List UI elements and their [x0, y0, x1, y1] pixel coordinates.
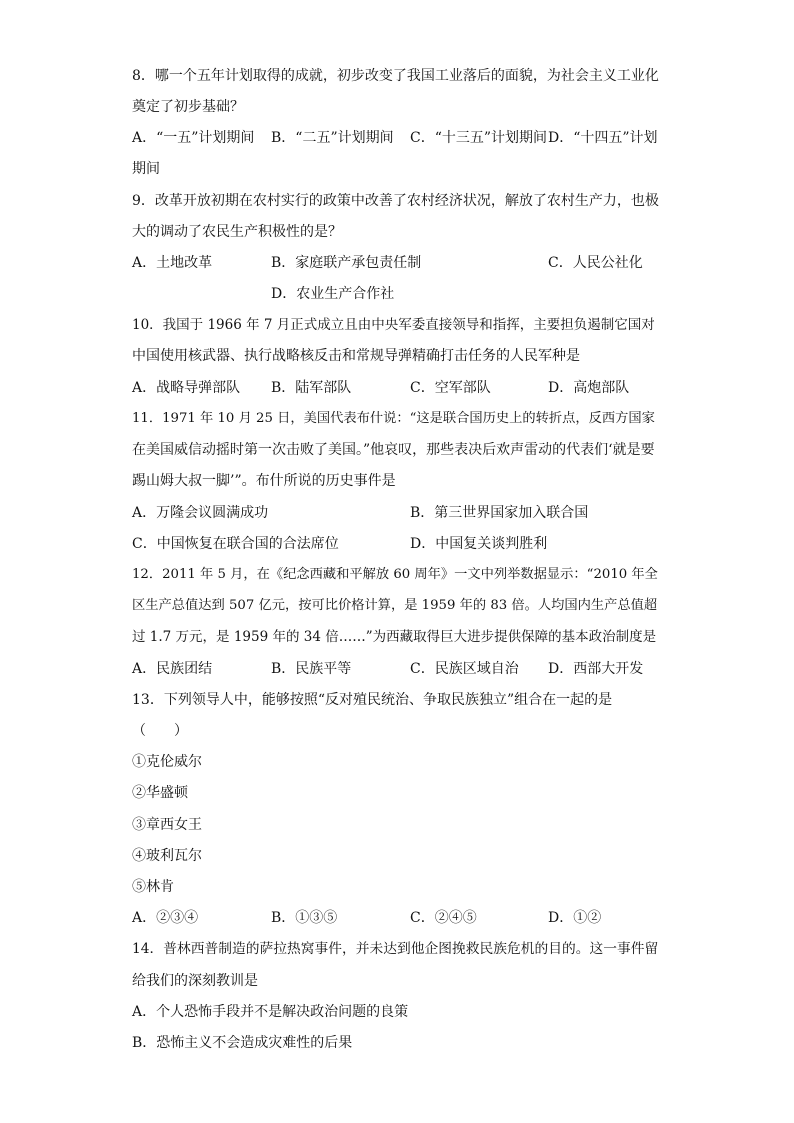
- q9-stem-line2: 大的调动了农民生产积极性的是？: [132, 224, 342, 240]
- q8-option-d: D．“十四五”计划: [548, 130, 658, 146]
- q8-option-d-wrap: 期间: [132, 161, 160, 177]
- q13-item-1: ①克伦威尔: [132, 754, 202, 770]
- q13-item-2: ②华盛顿: [132, 785, 188, 801]
- q10-stem-line2: 中国使用核武器、执行战略核反击和常规导弹精确打击任务的人民军种是: [132, 348, 580, 364]
- q14-option-b: B．恐怖主义不会造成灾难性的后果: [132, 1035, 353, 1051]
- q8-option-a: A．“一五”计划期间: [132, 130, 255, 146]
- q13-answer-blank: （ ）: [132, 723, 188, 739]
- q9-option-c: C．人民公社化: [548, 255, 643, 271]
- q12-option-c: C．民族区域自治: [410, 661, 519, 677]
- q9-option-b: B．家庭联产承包责任制: [271, 255, 422, 271]
- q8-stem-line2: 奠定了初步基础？: [132, 99, 244, 115]
- q13-stem-line1: 13．下列领导人中，能够按照“反对殖民统治、争取民族独立”组合在一起的是: [132, 692, 613, 708]
- q13-option-b: B．①③⑤: [271, 910, 338, 926]
- q13-item-3: ③章西女王: [132, 817, 202, 833]
- q11-option-b: B．第三世界国家加入联合国: [410, 505, 589, 521]
- q13-item-4: ④玻利瓦尔: [132, 848, 202, 864]
- q12-stem-line3: 过 1.7 万元，是 1959 年的 34 倍……”为西藏取得巨大进步提供保障的基本政治制度是: [132, 629, 657, 645]
- q13-option-c: C．②④⑤: [410, 910, 477, 926]
- q9-option-d: D．农业生产合作社: [271, 286, 395, 302]
- q10-option-c: C．空军部队: [410, 380, 491, 396]
- q14-option-a: A．个人恐怖手段并不是解决政治问题的良策: [132, 1004, 409, 1020]
- q9-stem-line1: 9．改革开放初期在农村实行的政策中改善了农村经济状况，解放了农村生产力，也极: [132, 193, 659, 209]
- q14-stem-line2: 给我们的深刻教训是: [132, 973, 258, 989]
- q8-stem-line1: 8．哪一个五年计划取得的成就，初步改变了我国工业落后的面貌，为社会主义工业化: [132, 68, 659, 84]
- q12-option-a: A．民族团结: [132, 661, 213, 677]
- q11-option-c: C．中国恢复在联合国的合法席位: [132, 536, 339, 552]
- q10-option-d: D．高炮部队: [548, 380, 630, 396]
- q13-item-5: ⑤林肯: [132, 879, 174, 895]
- q10-option-a: A．战略导弹部队: [132, 380, 241, 396]
- q11-option-d: D．中国复关谈判胜利: [410, 536, 548, 552]
- q11-stem-line1: 11．1971 年 10 月 25 日，美国代表布什说：“这是联合国历史上的转折点，反西方国家: [132, 411, 655, 426]
- q12-option-d: D．西部大开发: [548, 661, 644, 677]
- q14-stem-line1: 14．普林西普制造的萨拉热窝事件，并未达到他企图挽救民族危机的目的。这一事件留: [132, 941, 659, 957]
- q11-stem-line3: 踢山姆大叔一脚’”。布什所说的历史事件是: [132, 473, 396, 489]
- q11-stem-line2: 在美国威信动摇时第一次击败了美国。”他哀叹，那些表决后欢声雷动的代表们‘就是要: [132, 442, 655, 458]
- q10-option-b: B．陆军部队: [271, 380, 352, 396]
- q12-stem-line2: 区生产总值达到 507 亿元，按可比价格计算，是 1959 年的 83 倍。人均国内生产总值超: [132, 598, 658, 613]
- q9-option-a: A．土地改革: [132, 255, 213, 271]
- q8-option-b: B．“二五”计划期间: [271, 130, 394, 146]
- q13-option-a: A．②③④: [132, 910, 199, 926]
- q12-option-b: B．民族平等: [271, 661, 352, 677]
- q8-option-c: C．“十三五”计划期间: [410, 130, 548, 146]
- q12-stem-line1: 12．2011 年 5 月，在《纪念西藏和平解放 60 周年》一文中列举数据显示：“2010 年全: [132, 567, 658, 582]
- q11-option-a: A．万隆会议圆满成功: [132, 505, 269, 521]
- q10-stem-line1: 10．我国于 1966 年 7 月正式成立且由中央军委直接领导和指挥，主要担负遏制它国对: [132, 317, 655, 333]
- q13-option-d: D．①②: [548, 910, 602, 926]
